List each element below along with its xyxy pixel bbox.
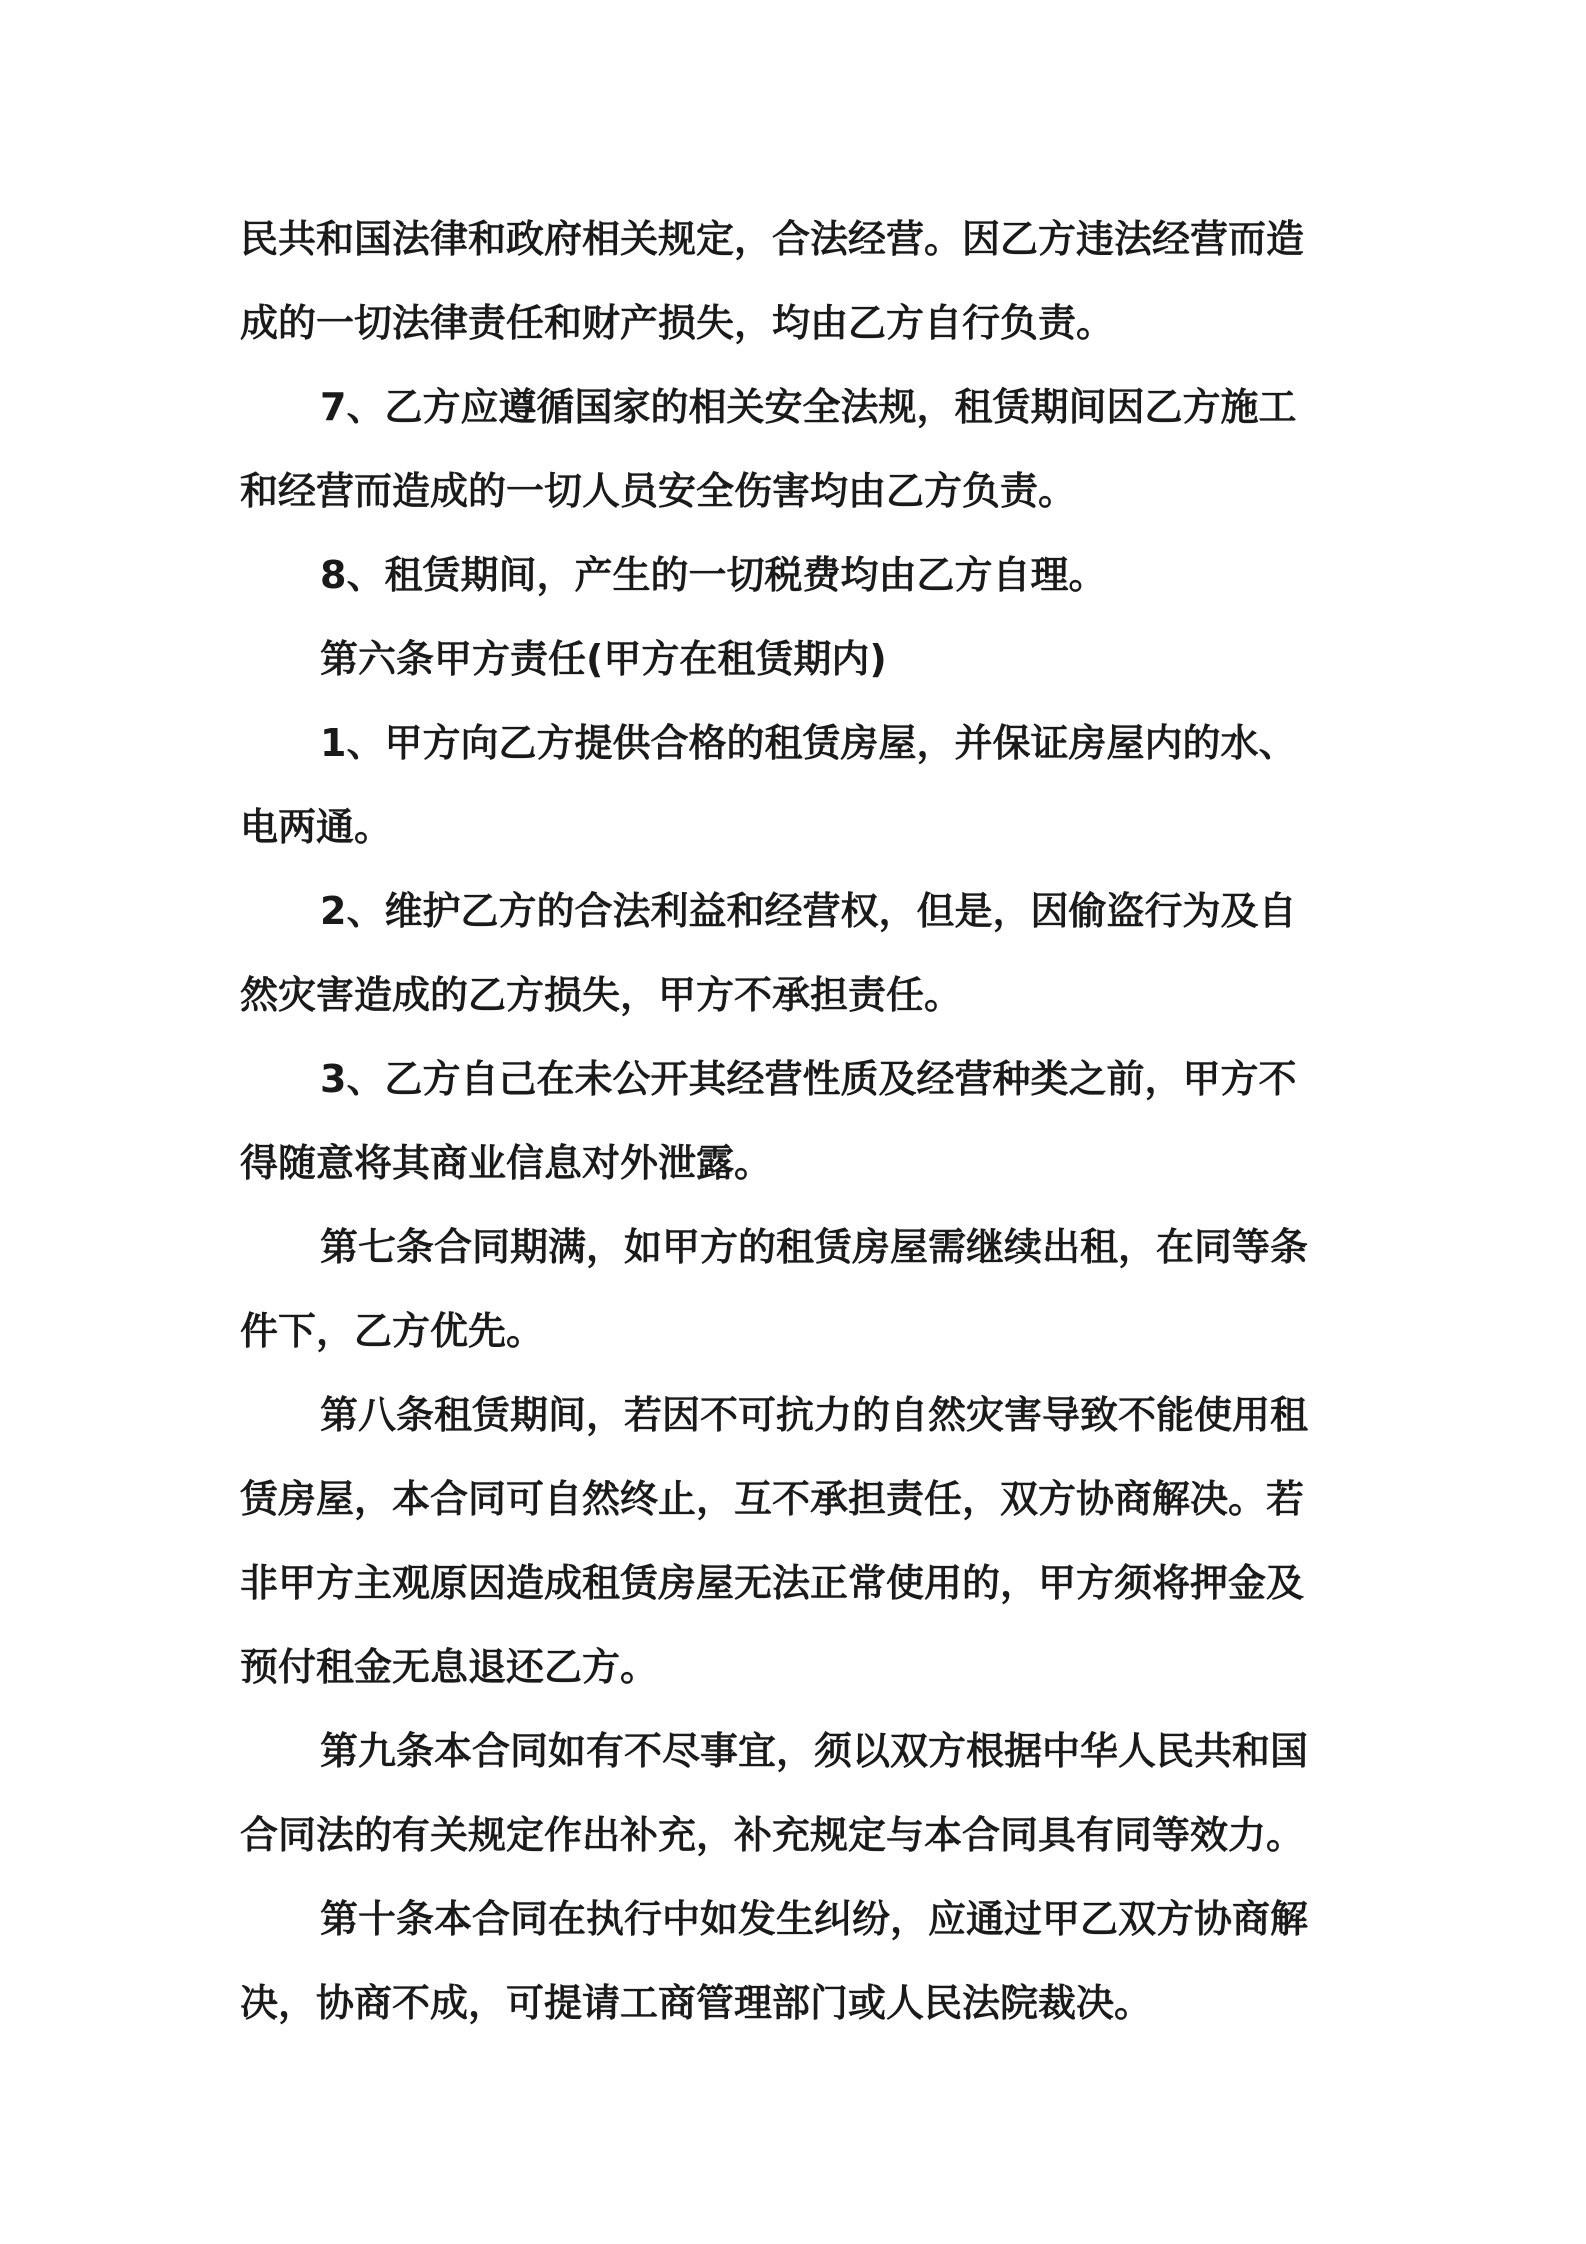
text-line: 赁房屋，本合同可自然终止，互不承担责任，双方协商解决。若 bbox=[240, 1477, 1305, 1521]
text-line: 第七条合同期满，如甲方的租赁房屋需继续出租，在同等条 bbox=[320, 1225, 1309, 1269]
text-line: 7、乙方应遵循国家的相关安全法规，租赁期间因乙方施工 bbox=[320, 385, 1297, 429]
text-line: 1、甲方向乙方提供合格的租赁房屋，并保证房屋内的水、 bbox=[320, 721, 1297, 765]
text-line: 然灾害造成的乙方损失，甲方不承担责任。 bbox=[240, 973, 963, 1017]
text-line: 成的一切法律责任和财产损失，均由乙方自行负责。 bbox=[240, 301, 1115, 345]
text-line: 得随意将其商业信息对外泄露。 bbox=[240, 1141, 773, 1185]
section-heading: 第六条甲方责任(甲方在租赁期内) bbox=[320, 637, 887, 681]
text-line: 电两通。 bbox=[240, 805, 393, 849]
text-line: 8、租赁期间，产生的一切税费均由乙方自理。 bbox=[320, 553, 1107, 597]
text-line: 第九条本合同如有不尽事宜，须以双方根据中华人民共和国 bbox=[320, 1729, 1309, 1773]
text-line: 决，协商不成，可提请工商管理部门或人民法院裁决。 bbox=[240, 1981, 1153, 2025]
text-line: 件下，乙方优先。 bbox=[240, 1309, 545, 1353]
text-line: 和经营而造成的一切人员安全伤害均由乙方负责。 bbox=[240, 469, 1077, 513]
text-line: 合同法的有关规定作出补充，补充规定与本合同具有同等效力。 bbox=[240, 1813, 1305, 1857]
text-line: 第八条租赁期间，若因不可抗力的自然灾害导致不能使用租 bbox=[320, 1393, 1309, 1437]
text-line: 3、乙方自己在未公开其经营性质及经营种类之前，甲方不 bbox=[320, 1057, 1297, 1101]
text-line: 2、维护乙方的合法利益和经营权，但是，因偷盗行为及自 bbox=[320, 889, 1297, 933]
text-line: 民共和国法律和政府相关规定，合法经营。因乙方违法经营而造 bbox=[240, 217, 1305, 261]
document-body bbox=[240, 197, 1346, 2045]
text-line: 第十条本合同在执行中如发生纠纷，应通过甲乙双方协商解 bbox=[320, 1897, 1309, 1941]
text-line: 预付租金无息退还乙方。 bbox=[240, 1645, 659, 1689]
text-line: 非甲方主观原因造成租赁房屋无法正常使用的，甲方须将押金及 bbox=[240, 1561, 1305, 1605]
